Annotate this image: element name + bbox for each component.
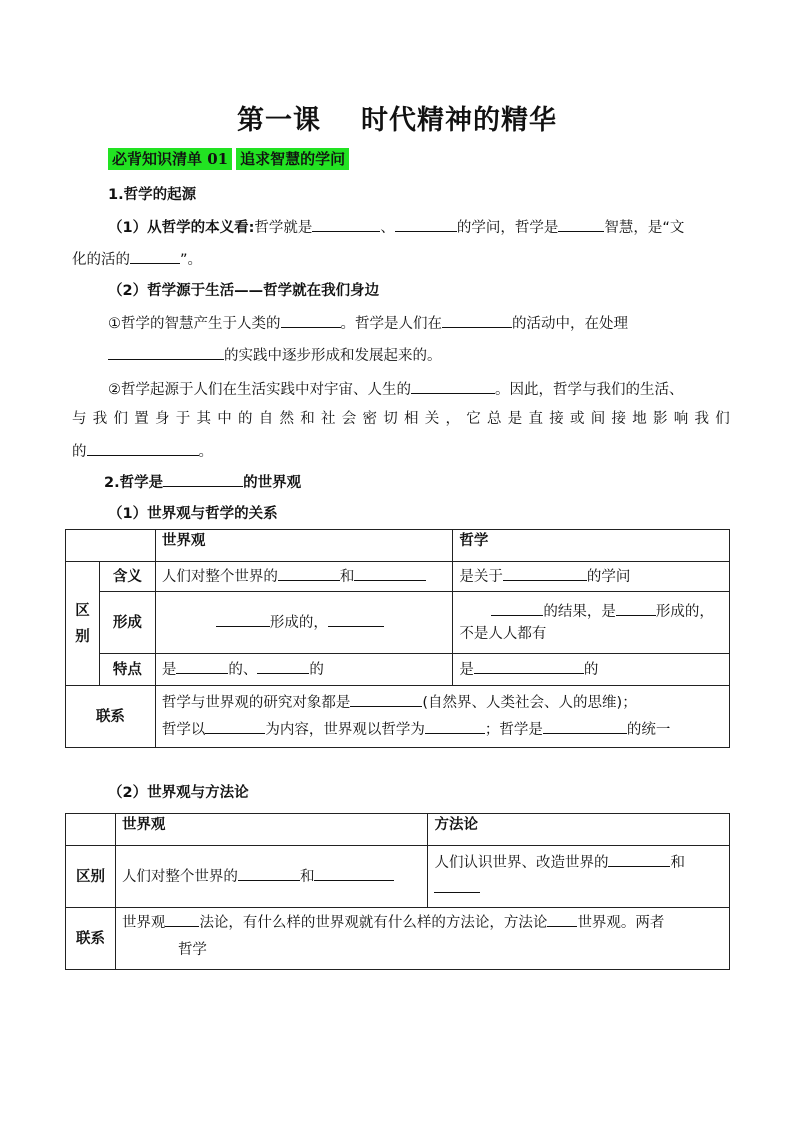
blank — [238, 865, 300, 881]
header-worldview: 世界观 — [115, 814, 428, 846]
section-1-heading: 1.哲学的起源 — [108, 187, 197, 203]
blank — [216, 611, 270, 627]
blank — [205, 718, 265, 734]
blank — [503, 565, 587, 581]
blank — [558, 216, 604, 232]
blank — [278, 565, 340, 581]
blank — [257, 658, 309, 674]
cell-worldview-features: 是 的、 的 — [155, 654, 453, 686]
header-methodology: 方法论 — [428, 814, 730, 846]
subsection-2-heading: （2）世界观与方法论 — [108, 785, 249, 801]
cell-philosophy-features: 是 的 — [453, 654, 730, 686]
lesson-title: 时代精神的精华 — [361, 105, 557, 136]
blank — [87, 440, 199, 456]
paragraph-1-line-1: （1）从哲学的本义看:哲学就是 、 的学问，哲学是 智慧，是“文 — [108, 216, 684, 239]
blank — [314, 865, 394, 881]
empty-header-cell — [66, 530, 156, 562]
blank — [616, 600, 656, 616]
row-formation-label: 形成 — [99, 592, 155, 654]
cell-connection: 世界观 法论，有什么样的世界观就有什么样的方法论，方法论 世界观。两者 哲学 — [115, 908, 729, 970]
cell-worldview-meaning: 人们对整个世界的 和 — [155, 562, 453, 592]
paragraph-3-line-2: 的实践中逐步形成和发展起来的。 — [108, 344, 442, 367]
paragraph-3-line-1: ①哲学的智慧产生于人类的 。哲学是人们在 的活动中，在处理 — [108, 312, 628, 335]
blank — [350, 691, 422, 707]
blank — [354, 565, 426, 581]
cell-philosophy-meaning: 是关于 的学问 — [453, 562, 730, 592]
blank — [108, 344, 224, 360]
paragraph-4-line-3: 的 。 — [72, 440, 213, 463]
blank — [543, 718, 627, 734]
paragraph-2-heading: （2）哲学源于生活——哲学就在我们身边 — [108, 283, 380, 299]
section-2-heading: 2.哲学是 的世界观 — [104, 471, 301, 494]
paragraph-1-line-2: 化的活的 ”。 — [72, 248, 202, 271]
blank — [474, 658, 584, 674]
banner-topic: 追求智慧的学问 — [236, 148, 349, 170]
blank — [176, 658, 228, 674]
difference-label: 区别 — [66, 562, 100, 686]
blank — [312, 216, 380, 232]
header-philosophy: 哲学 — [453, 530, 730, 562]
blank — [547, 911, 577, 927]
cell-philosophy-formation: 的结果，是 形成的， 不是人人都有 — [453, 592, 730, 654]
subsection-1-heading: （1）世界观与哲学的关系 — [108, 506, 278, 522]
cell-methodology-def: 人们认识世界、改造世界的 和 — [428, 846, 730, 908]
blank — [491, 600, 543, 616]
blank — [163, 471, 243, 487]
row-features-label: 特点 — [99, 654, 155, 686]
row-meaning-label: 含义 — [99, 562, 155, 592]
cell-connection: 哲学与世界观的研究对象都是 (自然界、人类社会、人的思维)； 哲学以 为内容，世界观以哲学为 ；哲学是 的统一 — [155, 686, 729, 748]
empty-header-cell — [66, 814, 116, 846]
blank — [411, 378, 495, 394]
header-worldview: 世界观 — [155, 530, 453, 562]
blank — [165, 911, 199, 927]
blank — [442, 312, 512, 328]
blank — [328, 611, 384, 627]
blank — [395, 216, 457, 232]
cell-worldview-formation: 形成的， — [155, 592, 453, 654]
blank — [425, 718, 485, 734]
paragraph-4-line-2: 与 我 们 置 身 于 其 中 的 自 然 和 社 会 密 切 相 关 ， 它 总 是 直 接 或 间 接 地 影 响 我 们 — [72, 411, 730, 427]
blank — [608, 851, 670, 867]
worldview-philosophy-table — [65, 529, 730, 748]
difference-label: 区别 — [66, 846, 116, 908]
blank — [434, 877, 480, 893]
blank — [130, 248, 180, 264]
banner-label: 必背知识清单 01 — [108, 148, 232, 170]
paragraph-4-line-1: ②哲学起源于人们在生活实践中对宇宙、人生的 。因此，哲学与我们的生活、 — [108, 378, 684, 401]
page-title — [0, 98, 794, 137]
connection-label: 联系 — [66, 686, 156, 748]
connection-label: 联系 — [66, 908, 116, 970]
worldview-methodology-table — [65, 813, 730, 970]
section-banner — [108, 148, 349, 170]
blank — [281, 312, 341, 328]
lesson-number: 第一课 — [237, 105, 321, 136]
cell-worldview-def: 人们对整个世界的 和 — [115, 846, 428, 908]
